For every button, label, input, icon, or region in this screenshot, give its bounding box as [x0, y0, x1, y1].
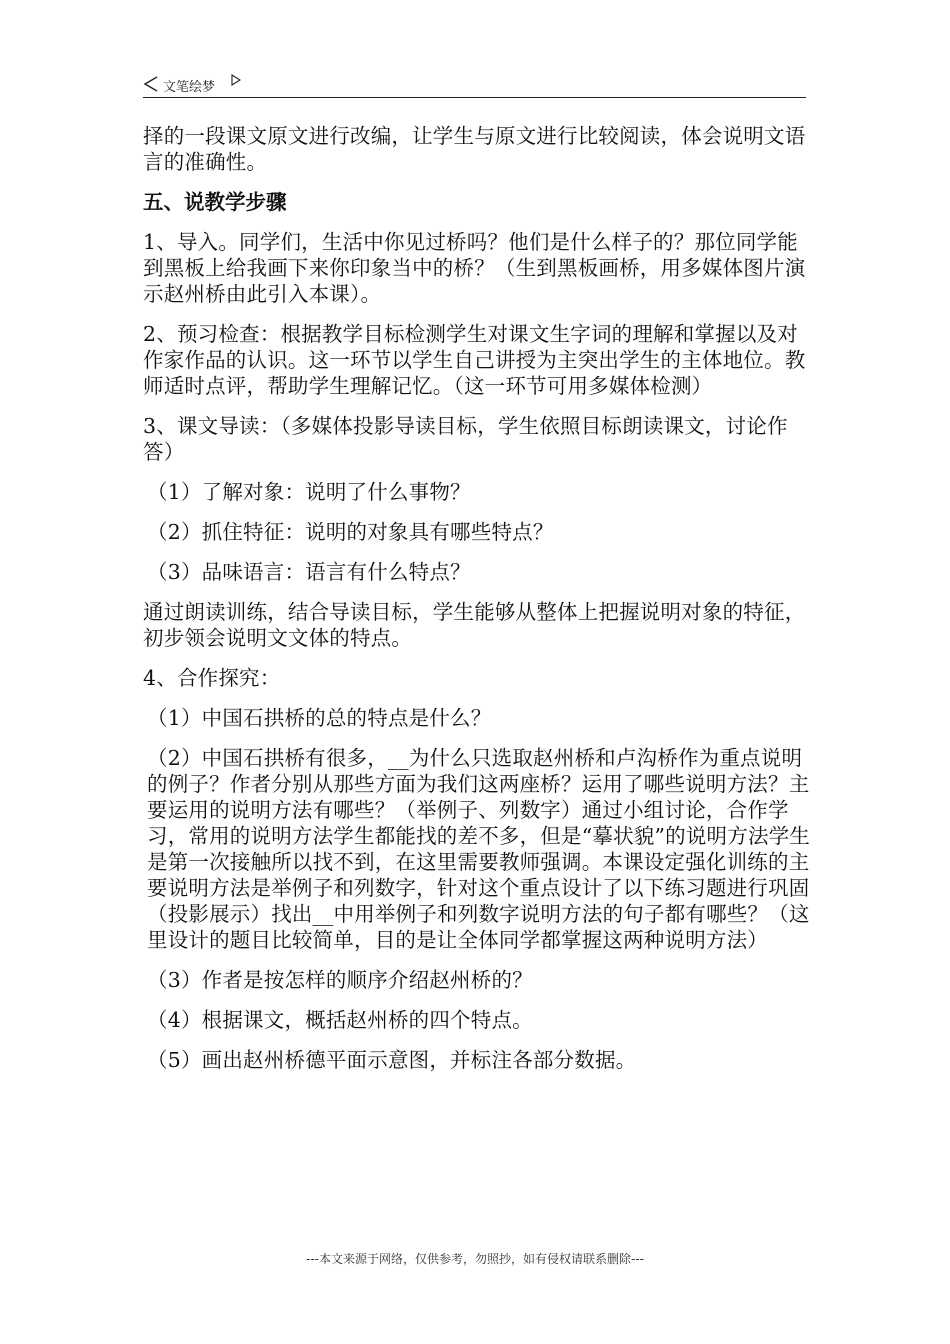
- paragraph: 择的一段课文原文进行改编，让学生与原文进行比较阅读，体会说明文语言的准确性。: [143, 124, 806, 174]
- triangle-right-icon: [231, 74, 241, 86]
- header-brand: 文笔绘梦: [163, 80, 216, 95]
- paragraph: 4、合作探究：: [143, 666, 281, 690]
- paragraph: 3、课文导读：（多媒体投影导读目标，学生依照目标朗读课文，讨论作答）: [143, 414, 788, 464]
- document-body: [143, 123, 815, 1087]
- list-item: （3）作者是按怎样的顺序介绍赵州桥的？: [147, 968, 533, 992]
- list-item: （2）抓住特征：说明的对象具有哪些特点？: [147, 520, 554, 544]
- page-header: [143, 74, 806, 98]
- header-divider: [143, 97, 806, 98]
- list-item: （5）画出赵州桥德平面示意图，并标注各部分数据。: [147, 1048, 637, 1072]
- list-item: （1）中国石拱桥的总的特点是什么？: [147, 706, 492, 730]
- triangle-left-icon: [143, 76, 159, 92]
- paragraph: 通过朗读训练，结合导读目标，学生能够从整体上把握说明对象的特征，初步领会说明文文体的特点。: [143, 600, 806, 650]
- paragraph: 1、导入。同学们，生活中你见过桥吗？他们是什么样子的？那位同学能到黑板上给我画下来你印象当中的桥？（生到黑板画桥，用多媒体图片演示赵州桥由此引入本课）。: [143, 230, 806, 306]
- list-item: （3）品味语言：语言有什么特点？: [147, 560, 471, 584]
- list-item: （2）中国石拱桥有很多，__为什么只选取赵州桥和卢沟桥作为重点说明的例子？作者分别从那些方面为我们这两座桥？运用了哪些说明方法？主要运用的说明方法有哪些？（举例子、列数字）通过小组讨论，合作学习，常用的说明方法学生都能找的差不多，但是“摹状貌”的说明方法学生是第一次接触所以找不到，在这里需要教师强调。本课设定强化训练的主要说明方法是举例子和列数字，针对这个重点设计了以下练习题进行巩固（投影展示）找出__中用举例子和列数字说明方法的句子都有哪些？（这里设计的题目比较简单，目的是让全体同学都掌握这两种说明方法）: [147, 746, 811, 952]
- page-footer: ---本文来源于网络，仅供参考，勿照抄，如有侵权请联系删除---: [306, 1252, 644, 1266]
- list-item: （1）了解对象：说明了什么事物？: [147, 480, 471, 504]
- section-heading: 五、说教学步骤: [143, 190, 287, 214]
- list-item: （4）根据课文，概括赵州桥的四个特点。: [147, 1008, 533, 1032]
- paragraph: 2、预习检查：根据教学目标检测学生对课文生字词的理解和掌握以及对作家作品的认识。这一环节以学生自己讲授为主突出学生的主体地位。教师适时点评，帮助学生理解记忆。（这一环节可用多媒体检测）: [143, 322, 806, 398]
